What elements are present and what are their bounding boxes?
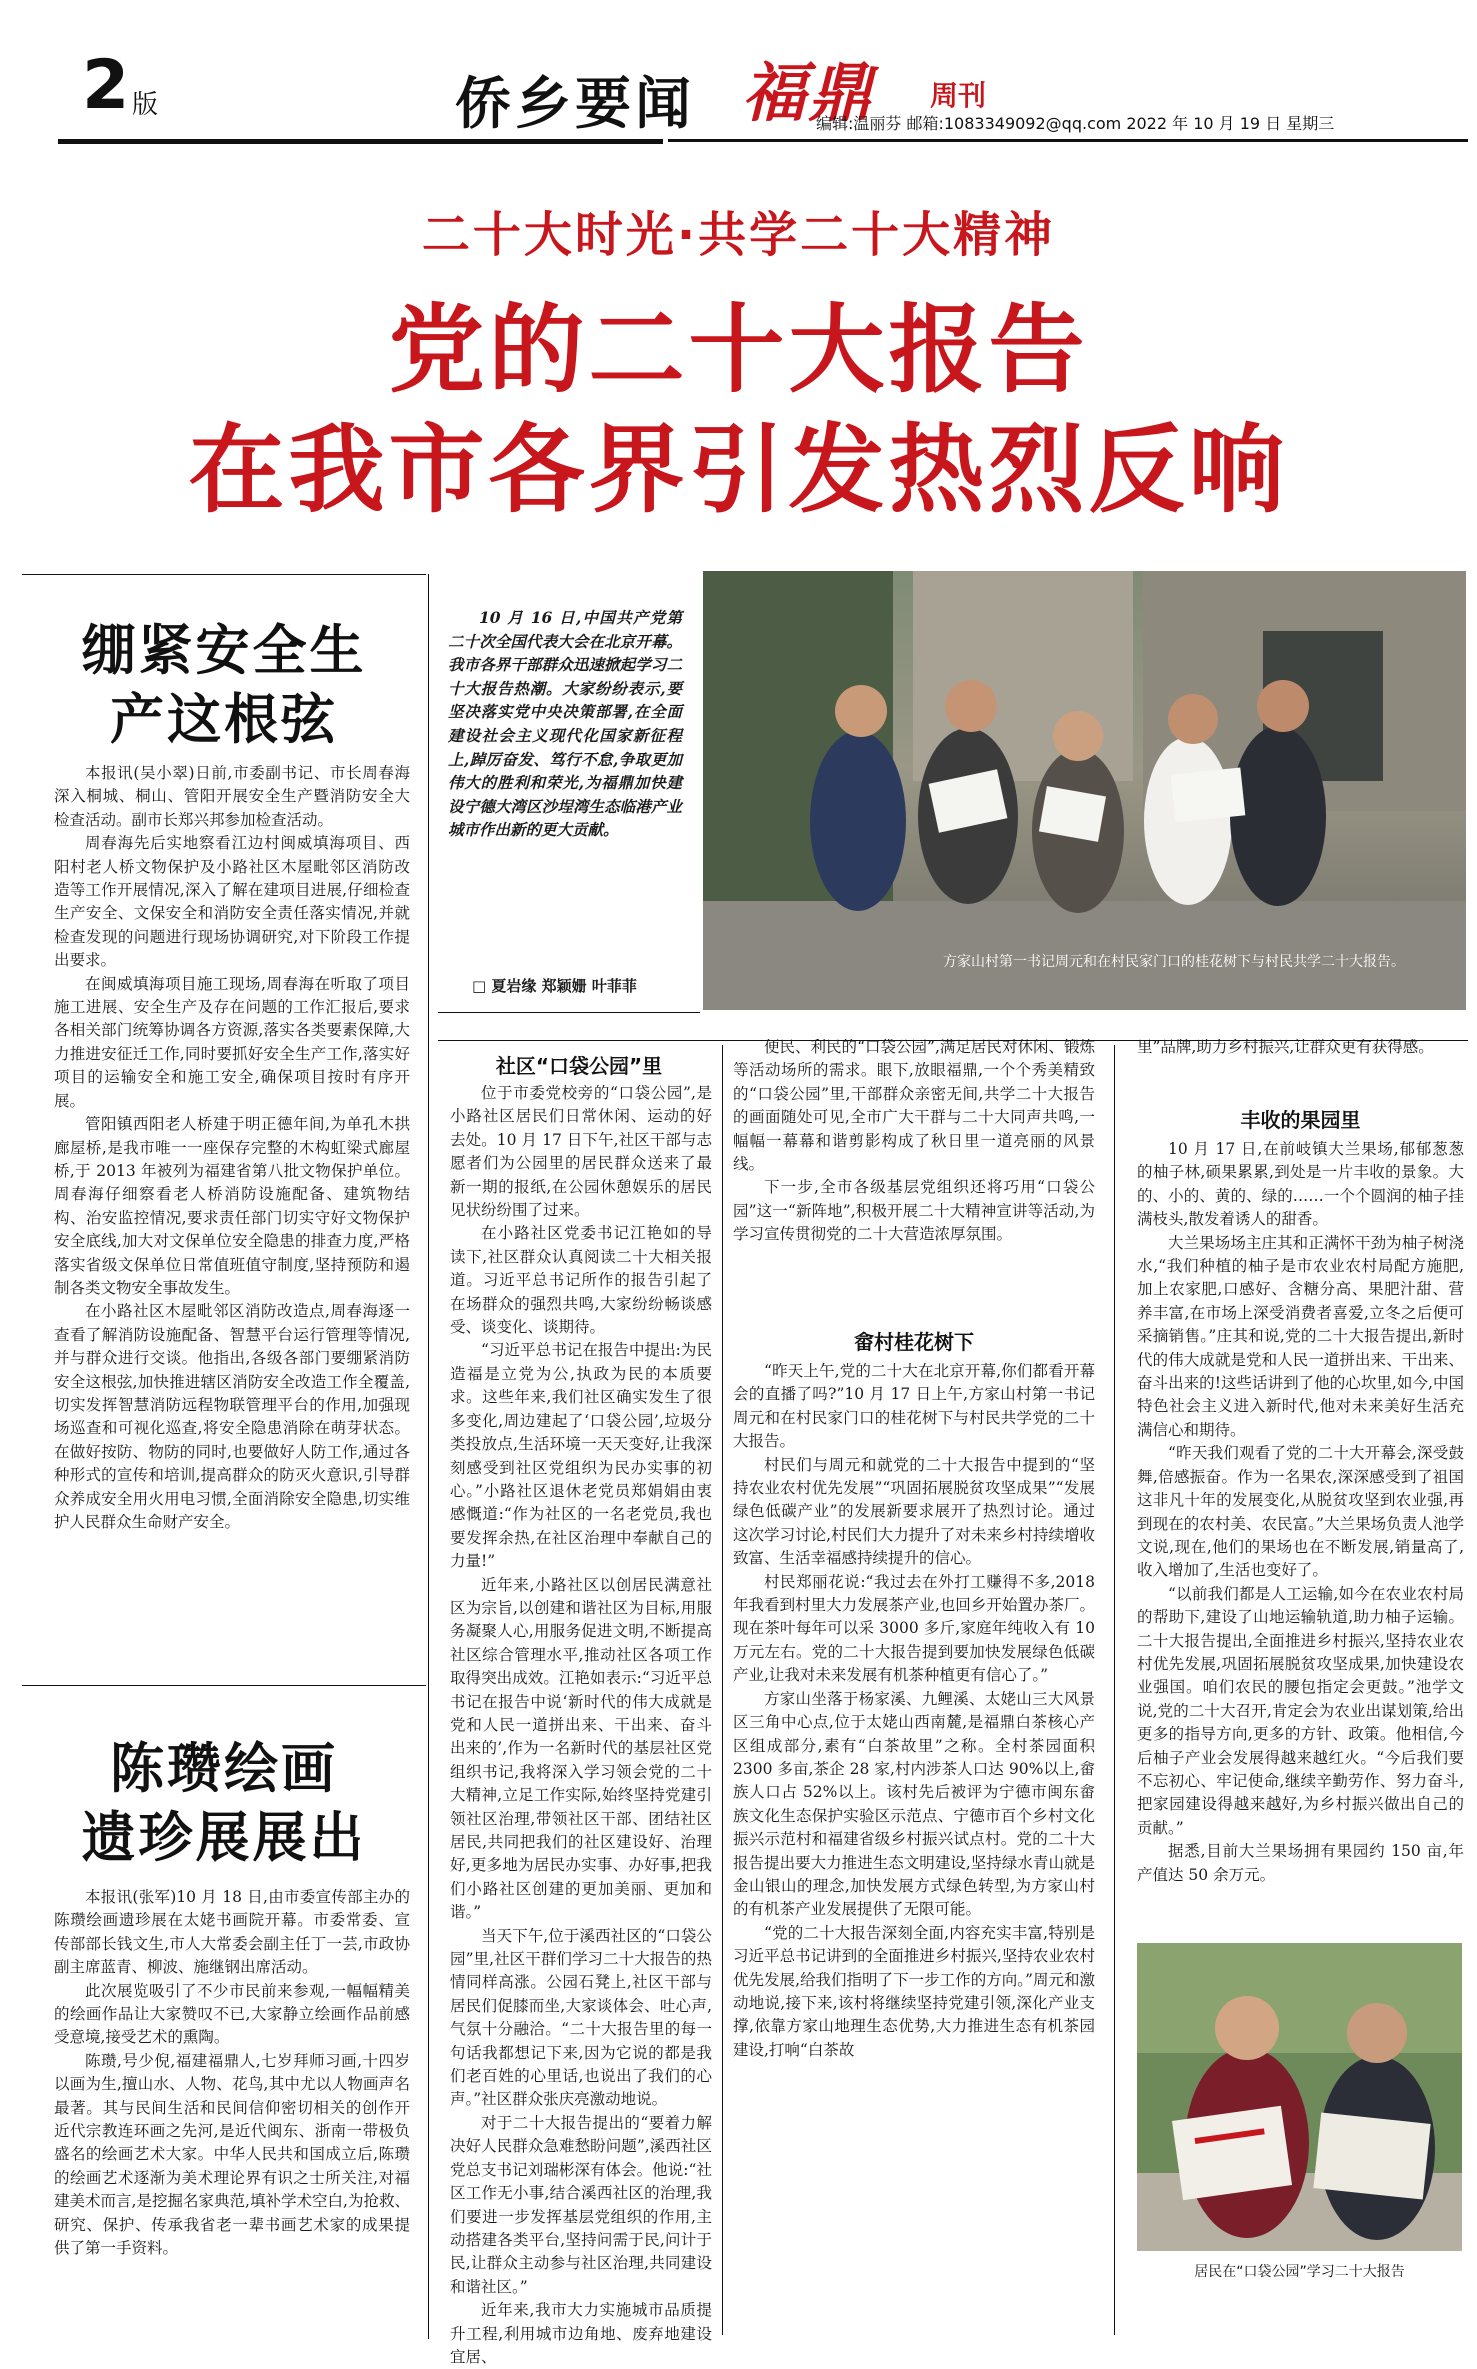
paragraph: 10 月 17 日,在前岐镇大兰果场,郁郁葱葱的柚子林,硕果累累,到处是一片丰收的景象。大的、小的、黄的、绿的……一个个圆润的柚子挂满枝头,散发着诱人的甜香。 xyxy=(1137,1140,1464,1229)
paragraph: 近年来,我市大力实施城市品质提升工程,利用城市边角地、废弃地建设宜居、 xyxy=(450,2301,712,2366)
paragraph: 对于二十大报告提出的“要着力解决好人民群众急难愁盼问题”,溪西社区党总支书记刘瑞彬深有体会。他说:“社区工作无小事,结合溪西社区的治理,我们要进一步发挥基层党组织的作用,主动搭建各类平台,坚持问需于民,问计于民,让群众主动参与社区治理,共同建设和谐社区。” xyxy=(450,2113,712,2296)
paragraph: 本报讯(吴小翠)日前,市委副书记、市长周春海深入桐城、桐山、管阳开展安全生产暨消防安全大检查活动。副市长郑兴邦参加检查活动。 xyxy=(54,764,410,829)
paragraph: 下一步,全市各级基层党组织还将巧用“口袋公园”这一“新阵地”,积极开展二十大精神宣讲等活动,为学习宣传贯彻党的二十大营造浓厚氛围。 xyxy=(733,1178,1095,1244)
lead-byline: □ 夏岩缘 郑颖姗 叶菲菲 xyxy=(472,977,637,995)
col2-rule xyxy=(722,1045,723,2335)
paragraph: 位于市委党校旁的“口袋公园”,是小路社区居民们日常休闲、运动的好去处。10 月 17 日下午,社区干部与志愿者们为公园里的居民群众送来了最新一期的报纸,在公园休憩娱乐的居民见状纷纷围了过来。 xyxy=(450,1084,712,1220)
col4-subhead: 丰收的果园里 xyxy=(1240,1108,1361,1132)
header-info: 编辑:温丽芬 邮箱:1083349092@qq.com 2022 年 10 月 19 日 星期三 xyxy=(816,114,1335,133)
paragraph: “以前我们都是人工运输,如今在农业农村局的帮助下,建设了山地运输轨道,助力柚子运输。二十大报告提出,全面推进乡村振兴,坚持农业农村优先发展,巩固拓展脱贫攻坚成果,加快建设农业强国。咱们农民的腰包指定会更鼓。”池学文说,党的二十大召开,肯定会为农业出谋划策,给出更多的指导方向,更多的方针、政策。他相信,今后柚子产业会发展得越来越红火。“今后我们要不忘初心、牢记使命,继续辛勤劳作、努力奋斗,把家园建设得越来越好,为乡村振兴做出自己的贡献。” xyxy=(1137,1584,1464,1837)
left1-title xyxy=(22,616,426,754)
photo-pocket-park-image xyxy=(1137,1943,1462,2251)
paragraph: 在闽威填海项目施工现场,周春海在听取了项目施工进展、安全生产及存在问题的工作汇报后,要求各相关部门统筹协调各方资源,落实各类要素保障,大力推进安征迁工作,同时要抓好安全生产工作,落实好项目的运输安全和施工安全,确保项目按时有序开展。 xyxy=(54,974,410,1110)
paragraph: 在小路社区党委书记江艳如的导读下,社区群众认真阅读二十大相关报道。习近平总书记所作的报告引起了在场群众的强烈共鸣,大家纷纷畅谈感受、谈变化、谈期待。 xyxy=(450,1224,712,1337)
paragraph: 本报讯(张军)10 月 18 日,由市委宣传部主办的陈瓒绘画遗珍展在太姥书画院开幕。市委常委、宣传部部长钱文生,市人大常委会副主任丁一芸,市政协副主席蓝青、柳波、施继钢出席活动。 xyxy=(54,1888,410,1977)
col2-body xyxy=(450,1082,712,2369)
photo-pocket-park-caption: 居民在“口袋公园”学习二十大报告 xyxy=(1194,2264,1405,2280)
left2-body xyxy=(54,1886,410,2261)
left1-title-line-1: 绷紧安全生 xyxy=(81,618,367,682)
left1-title-line-2: 产这根弦 xyxy=(110,687,338,752)
paragraph: 方家山坐落于杨家溪、九鲤溪、太姥山三大风景区三角中心点,位于太姥山西南麓,是福鼎白茶核心产区组成部分,素有“白茶故里”之称。全村茶园面积 2300 多亩,茶企 28 家,村内涉茶人口达 90%以上,畲族人口占 52%以上。该村先后被评为宁德市闽东畲族文化生态保护实验区示范点、宁德市百个乡村文化振兴示范村和福建省级乡村振兴试点村。党的二十大报告提出要大力推进生态文明建设,坚持绿水青山就是金山银山的理念,加快发展方式绿色转型,为方家山村的有机茶产业发展提供了无限可能。 xyxy=(733,1689,1095,1919)
paragraph: “昨天上午,党的二十大在北京开幕,你们都看开幕会的直播了吗?”10 月 17 日上午,方家山村第一书记周元和在村民家门口的桂花树下与村民共学党的二十大报告。 xyxy=(733,1362,1095,1451)
col3-subhead: 畲村桂花树下 xyxy=(854,1330,974,1354)
paragraph: 陈瓒,号少倪,福建福鼎人,七岁拜师习画,十四岁以画为生,擅山水、人物、花鸟,其中尤以人物画声名最著。其与民间生活和民间信仰密切相关的创作开近代宗教连环画之先河,是近代闽东、浙南一带极负盛名的绘画艺术大家。中华人民共和国成立后,陈瓒的绘画艺术逐渐为美术理论界有识之士所关注,对福建美术而言,是挖掘名家典范,填补学术空白,为抢救、研究、保护、传承我省老一辈书画艺术家的成果提供了第一手资料。 xyxy=(54,2051,410,2258)
paper-logo-sub: 周刊 xyxy=(930,79,987,112)
col3-rule xyxy=(1114,1045,1115,2335)
left-top-rule xyxy=(22,574,426,575)
left2-title xyxy=(22,1734,426,1872)
paragraph: 便民、利民的“口袋公园”,满足居民对休闲、锻炼等活动场所的需求。眼下,放眼福鼎,一个个秀美精致的“口袋公园”里,干部群众亲密无间,共学二十大报告的画面随处可见,全市广大干群与二十大同声共鸣,一幅幅一幕幕和谐剪影构成了秋日里一道亮丽的风景线。 xyxy=(733,1038,1095,1174)
paragraph: 据悉,目前大兰果场拥有果园约 150 亩,年产值达 50 余万元。 xyxy=(1137,1842,1464,1884)
paragraph: 近年来,小路社区以创居民满意社区为宗旨,以创建和谐社区为目标,用服务凝聚人心,用服务促进文明,不断提高社区综合管理水平,推动社区各项工作取得突出成效。江艳如表示:“习近平总书记在报告中说‘新时代的伟大成就是党和人民一道拼出来、干出来、奋斗出来的’,作为一名新时代的基层社区党组织书记,我将深入学习领会党的二十大精神,立足工作实际,始终坚持党建引领社区治理,带领社区干部、团结社区居民,共同把我们的社区建设好、治理好,更多地为居民办实事、办好事,把我们小路社区创建的更加美丽、更加和谐。” xyxy=(450,1575,712,1922)
paragraph: 在小路社区木屋毗邻区消防改造点,周春海逐一查看了解消防设施配备、智慧平台运行管理等情况,并与群众进行交谈。他指出,各级各部门要绷紧消防安全这根弦,加快推进辖区消防安全改造工作全覆盖,切实发挥智慧消防远程物联管理平台的作用,加强现场巡查和可视化巡查,将安全隐患消除在萌芽状态。在做好按防、物防的同时,也要做好人防工作,通过各种形式的宣传和培训,提高群众的防灭火意识,引导群众养成安全用火用电习惯,全面消除安全隐患,切实维护人民群众生命财产安全。 xyxy=(54,1302,410,1531)
paragraph: 管阳镇西阳老人桥建于明正德年间,为单孔木拱廊屋桥,是我市唯一一座保存完整的木构虹梁式廊屋桥,于 2013 年被列为福建省第八批文物保护单位。周春海仔细察看老人桥消防设施配备、建筑物结构、治安监控情况,要求责任部门切实守好文物保护安全底线,加大对文保单位安全隐患的排查力度,严格落实省级文保单位日常值班值守制度,坚持预防和遏制各类文物安全事故发生。 xyxy=(54,1115,410,1297)
photo-village-study xyxy=(703,571,1466,1010)
headline-line-1: 党的二十大报告 xyxy=(388,294,1089,406)
paragraph: 大兰果场场主庄其和正满怀干劲为柚子树浇水,“我们种植的柚子是市农业农村局配方施肥,加上农家肥,口感好、含糖分高、果肥汁甜、营养丰富,在市场上深受消费者喜爱,立冬之后便可采摘销售。”庄其和说,党的二十大报告提出,新时代的伟大成就是党和人民一道拼出来、干出来、奋斗出来的!这些话讲到了他的心坎里,如今,中国特色社会主义进入新时代,他对未来美好生活充满信心和期待。 xyxy=(1137,1233,1464,1439)
paragraph: 里”品牌,助力乡村振兴,让群众更有获得感。 xyxy=(1137,1038,1434,1056)
left-mid-rule xyxy=(22,1685,426,1686)
paragraph: 当天下午,位于溪西社区的“口袋公园”里,社区干群们学习二十大报告的热情同样高涨。公园石凳上,社区干部与居民们促膝而坐,大家谈体会、吐心声,气氛十分融洽。“二十大报告里的每一句话我都想记下来,因为它说的都是我们老百姓的心里话,也说出了我们的心声。”社区群众张庆亮激动地说。 xyxy=(450,1926,712,2109)
photo-village-study-caption: 方家山村第一书记周元和在村民家门口的桂花树下与村民共学二十大报告。 xyxy=(943,954,1405,970)
headline-line-2: 在我市各界引发热烈反响 xyxy=(188,414,1289,526)
page-number: 2 xyxy=(82,46,130,125)
paragraph: 村民们与周元和就党的二十大报告中提到的“坚持农业农村优先发展”“巩固拓展脱贫攻坚成果”“发展绿色低碳产业”的发展新要求展开了热烈讨论。通过这次学习讨论,村民们大力提升了对未来乡村持续增收致富、生活幸福感持续提升的信心。 xyxy=(733,1455,1095,1568)
paragraph: 村民郑丽花说:“我过去在外打工赚得不多,2018 年我看到村里大力发展茶产业,也回乡开始置办茶厂。现在茶叶每年可以采 3000 多斤,家庭年纯收入有 10 万元左右。党的二十大报告提到要加快发展绿色低碳产业,让我对未来发展有机茶种植更有信心了。” xyxy=(733,1572,1095,1685)
paragraph: “党的二十大报告深刻全面,内容充实丰富,特别是习近平总书记讲到的全面推进乡村振兴,坚持农业农村优先发展,给我们指明了下一步工作的方向。”周元和激动地说,接下来,该村将继续坚持党建引领,深化产业支撑,依靠方家山地理生态优势,大力推进生态有机茶园建设,打响“白茶故 xyxy=(733,1923,1095,2059)
kicker: 二十大时光·共学二十大精神 xyxy=(421,207,1056,263)
photo-village-study-image xyxy=(703,571,1466,1010)
paragraph: 周春海先后实地察看江边村闽威填海项目、西阳村老人桥文物保护及小路社区木屋毗邻区消防改造等工作开展情况,深入了解在建项目进展,仔细检查生产安全、文保安全和消防安全责任落实情况,并就检查发现的问题进行现场协调研究,对下阶段工作提出要求。 xyxy=(54,834,410,970)
left2-title-line-1: 陈瓒绘画 xyxy=(110,1736,338,1800)
left2-title-line-2: 遗珍展展出 xyxy=(81,1805,367,1870)
paragraph: “昨天我们观看了党的二十大开幕会,深受鼓舞,倍感振奋。作为一名果农,深深感受到了祖国这非凡十年的发展变化,从脱贫攻坚到农业强,再到现在的农村美、农民富。”大兰果场负责人池学文说,现在,他们的果场也在不断发展,销量高了,收入增加了,生活也变好了。 xyxy=(1137,1444,1464,1580)
photo-pocket-park xyxy=(1137,1943,1462,2293)
lead-text xyxy=(448,606,682,842)
lead-bottom-rule xyxy=(438,1012,700,1013)
page-number-suffix: 版 xyxy=(132,90,159,120)
left1-body xyxy=(54,762,410,1534)
paragraph: 此次展览吸引了不少市民前来参观,一幅幅精美的绘画作品让大家赞叹不已,大家静立绘画作品前感受意境,接受艺术的熏陶。 xyxy=(54,1981,410,2047)
lead-paragraph: 10 月 16 日,中国共产党第二十次全国代表大会在北京开幕。我市各界干部群众迅速掀起学习二十大报告热潮。大家纷纷表示,要坚决落实党中央决策部署,在全面建设社会主义现代化国家新征程上,踔厉奋发、笃行不怠,争取更加伟大的胜利和荣光,为福鼎加快建设宁德大湾区沙埕湾生态临港产业城市作出新的更大贡献。 xyxy=(448,608,682,840)
col3-body-top xyxy=(733,1036,1095,1247)
header-rule-left xyxy=(58,139,663,144)
col3-body xyxy=(733,1360,1095,2062)
header-rule-right xyxy=(668,139,1468,142)
col4-body xyxy=(1137,1138,1464,1887)
left-column-rule xyxy=(428,574,429,2339)
paragraph: “习近平总书记在报告中提出:为民造福是立党为公,执政为民的本质要求。这些年来,我们社区确实发生了很多变化,周边建起了‘口袋公园’,垃圾分类投放点,生活环境一天天变好,让我深刻感受到社区党组织为民办实事的初心。”小路社区退休老党员郑娟娟由衷感慨道:“作为社区的一名老党员,我也要发挥余热,在社区治理中奉献自己的力量!” xyxy=(450,1341,712,1571)
paper-logo: 福鼎 xyxy=(742,56,874,131)
col4-body-top xyxy=(1137,1036,1464,1059)
col2-subhead: 社区“口袋公园”里 xyxy=(495,1054,663,1078)
section-title: 侨乡要闻 xyxy=(455,72,695,137)
